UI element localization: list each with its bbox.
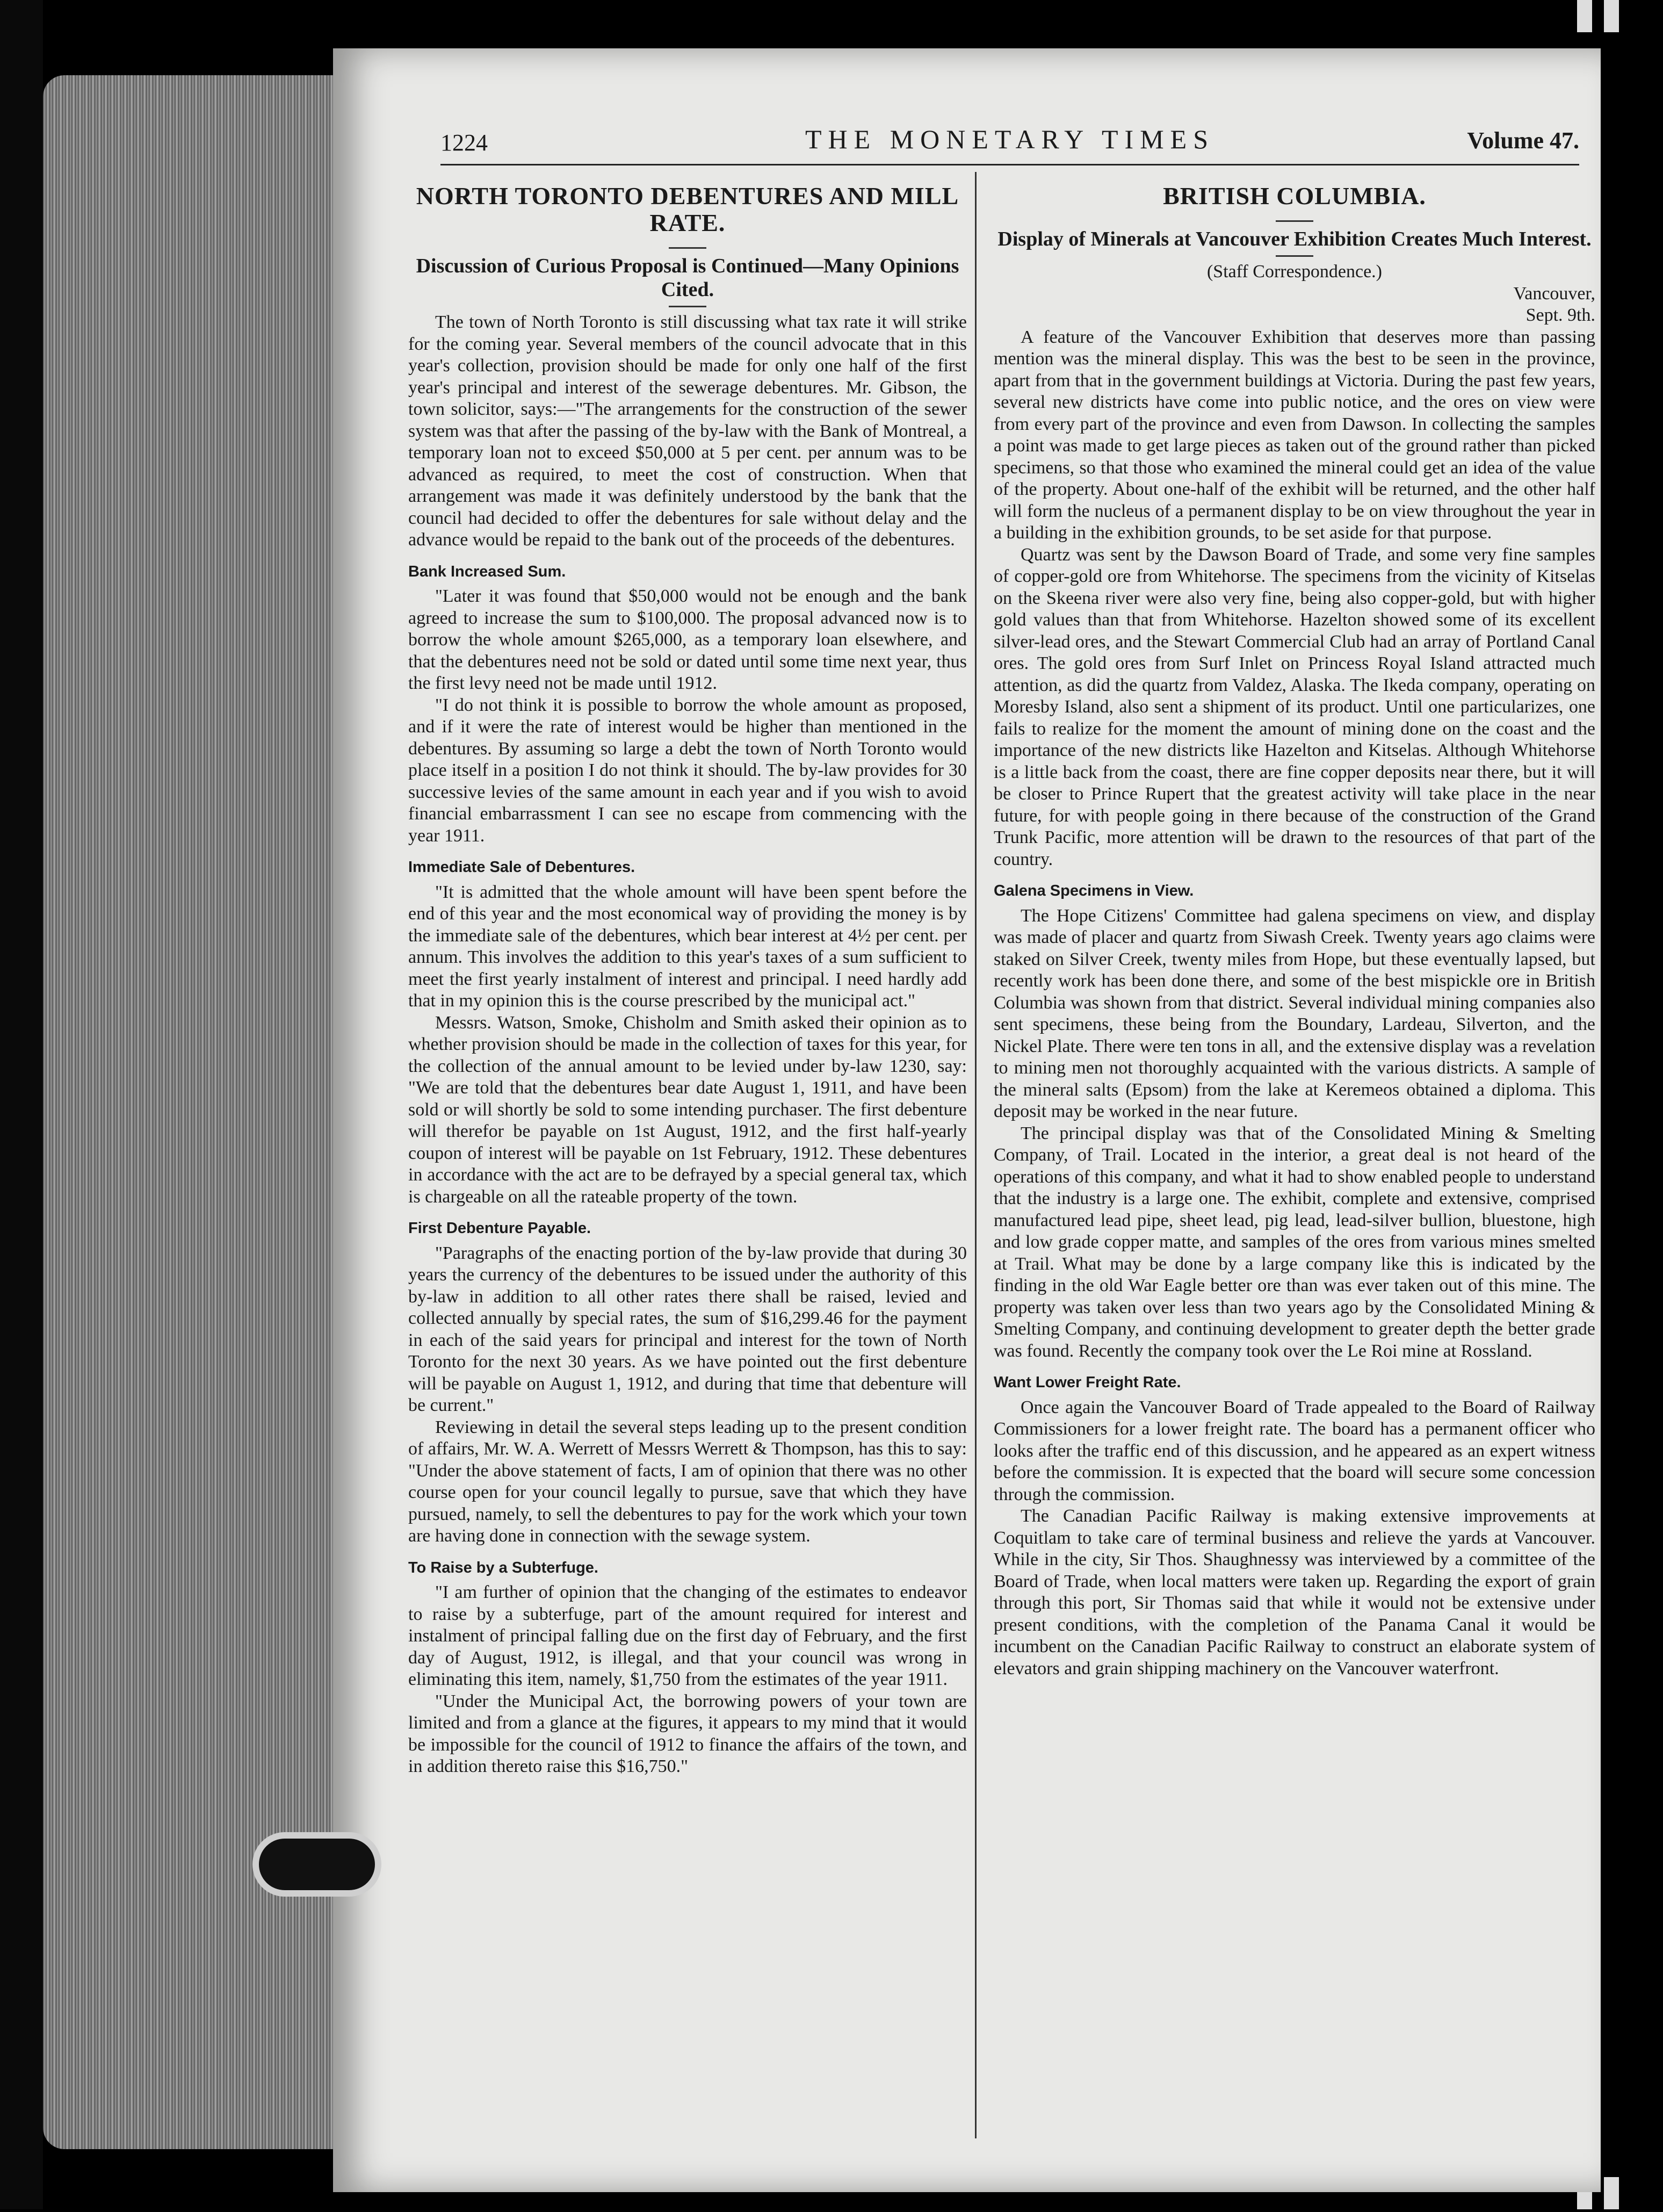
article-title: NORTH TORONTO DEBENTURES AND MILL RATE.: [416, 182, 959, 236]
left-column: [408, 177, 967, 1778]
divider: [1276, 255, 1313, 257]
paragraph: Once again the Vancouver Board of Trade appealed to the Board of Railway Commissioners for a lower freight rate. The board has a permanent officer who looks after the traffic end of this discussion, and he appeared as an expert witness before the commission. It is expected that the board will secure some concession through the commission.: [994, 1397, 1595, 1504]
right-column: [994, 177, 1595, 1680]
dateline-place: Vancouver,: [1513, 283, 1595, 304]
paragraph: "Under the Municipal Act, the borrowing powers of your town are limited and from a glance at the figures, it appears to my mind that it would be impossible for the council of 1912 to finance the affairs of the town, and in addition thereto raise this $16,750.": [408, 1691, 967, 1776]
article-subtitle: Discussion of Curious Proposal is Continued—Many Opinions Cited.: [416, 255, 959, 301]
running-header: [440, 124, 1579, 161]
paragraph: "Later it was found that $50,000 would not be enough and the bank agreed to increase the sum to $100,000. The proposal advanced now is to borrow the whole amount $265,000, as a temporary loan elsewhere, and that the debentures need not be sold or dated until some time next year, thus the first levy need not be made until 1912.: [408, 586, 967, 693]
page-number: 1224: [440, 129, 488, 156]
section-heading: Want Lower Freight Rate.: [994, 1374, 1181, 1391]
book-spine: [0, 0, 43, 2209]
section-heading: Immediate Sale of Debentures.: [408, 859, 635, 876]
divider: [1276, 220, 1313, 222]
section-heading: To Raise by a Subterfuge.: [408, 1559, 598, 1576]
paragraph: "Paragraphs of the enacting portion of the by-law provide that during 30 years the currency of the debentures to be issued under the authority of this by-law in addition to all other rates there shall be raised, levied and collected annually by special rates, the sum of $16,299.46 for the payment in each of the said years for principal and interest for the town of North Toronto for the next 30 years. As we have pointed out the first debenture will be payable on August 1, 1912, and during that time that debenture will be current.": [408, 1243, 967, 1415]
byline: (Staff Correspondence.): [1206, 262, 1383, 282]
section-heading: Bank Increased Sum.: [408, 563, 566, 580]
volume-label: Volume 47.: [1467, 127, 1579, 154]
publication-title: THE MONETARY TIMES: [805, 124, 1214, 154]
binder-clip: [252, 1832, 381, 1897]
divider: [669, 306, 706, 307]
section-heading: Galena Specimens in View.: [994, 882, 1194, 899]
dateline-date: Sept. 9th.: [1525, 305, 1595, 325]
paragraph: The Hope Citizens' Committee had galena specimens on view, and display was made of placer and quartz from Siwash Creek. Twenty years ago claims were staked on Silver Creek, twenty miles from Hope, but these eventually lapsed, but recently work has been done there, and some of the best mispickle ore in British Columbia was shown from that district. Several individual mining companies also sent specimens, these being from the Boundary, Lardeau, Silverton, and the Nickel Plate. There were ten tons in all, and the extensive display was a revelation to mining men not thoroughly acquainted with the various districts. A sample of the mineral salts (Epsom) from the lake at Keremeos obtained a diploma. This deposit may be worked in the near future.: [994, 905, 1595, 1121]
paragraph: "It is admitted that the whole amount will have been spent before the end of this year and the most economical way of providing the money is by the immediate sale of the debentures, which bear interest at 4½ per cent. per annum. This involves the addition to this year's taxes of a sum sufficient to meet the first yearly instalment of interest and principal. I need hardly add that in my opinion this is the course prescribed by the municipal act.": [408, 882, 967, 1011]
section-heading: First Debenture Payable.: [408, 1220, 591, 1237]
paragraph: The town of North Toronto is still discussing what tax rate it will strike for the coming year. Several members of the council advocate that in this year's collection, provision should be made for only one half of the first year's principal and interest of the sewerage debentures. Mr. Gibson, the town solicitor, says:—"The arrangements for the construction of the sewer system was that after the passing of the by-law with the Bank of Montreal, a temporary loan not to exceed $50,000 at 5 per cent. per annum was to be advanced as required, to meet the cost of construction. When that arrangement was made it was definitely understood by the bank that the council had decided to offer the debentures for sale without delay and the advance would be repaid to the bank out of the proceeds of the debentures.: [408, 312, 967, 550]
paragraph: Messrs. Watson, Smoke, Chisholm and Smith asked their opinion as to whether provision should be made in the collection of taxes for this year, for the collection of the annual amount to be levied under by-law 1230, say: "We are told that the debentures bear date August 1, 1911, and have been sold or will shortly be sold to some intending purchaser. The first debenture will therefor be payable on 1st August, 1912, and the first half-yearly coupon of interest will be payable on 1st February, 1912. These debentures in accordance with the act are to be defrayed by a special general tax, which is chargeable on all the rateable property of the town.: [408, 1012, 967, 1207]
paragraph: The principal display was that of the Consolidated Mining & Smelting Company, of Trail. Located in the interior, a great deal is not heard of the operations of this company, and what it had to show enabled people to understand that the industry is a large one. The exhibit, complete and extensive, comprised manufactured lead pipe, sheet lead, pig lead, lead-silver bullion, bluestone, high and low grade copper matte, and samples of the ores from various mines smelted at Trail. What may be done by a large company like this is indicated by the finding in the old War Eagle better ore than was ever taken out of this mine. The property was taken over less than two years ago by the Consolidated Mining & Smelting Company, and continuing development to greater depth the better grade was found. Recently the company took over the Le Roi mine at Rossland.: [994, 1123, 1595, 1361]
paragraph: The Canadian Pacific Railway is making extensive improvements at Coquitlam to take care of terminal business and relieve the yards at Vancouver. While in the city, Sir Thos. Shaughnessy was interviewed by a committee of the Board of Trade, when local matters were taken up. Regarding the export of grain through this port, Sir Thomas said that while it would not be extensive under present conditions, with the completion of the Panama Canal it would be incumbent on the Canadian Pacific Railway to construct an elaborate system of elevators and grain shipping machinery on the Vancouver waterfront.: [994, 1506, 1595, 1678]
header-rule: [440, 164, 1579, 165]
column-divider: [975, 172, 977, 2138]
paragraph: A feature of the Vancouver Exhibition that deserves more than passing mention was the mineral display. This was the best to be seen in the province, apart from that in the government buildings at Victoria. During the past few years, several new districts have come into public notice, and the ores on view were from every part of the province and even from Dawson. In collecting the samples a point was made to get large pieces as taken out of the ground rather than picked specimens, so that those who examined the mineral could get an idea of the value of the property. About one-half of the exhibit will be returned, and the other half will form the nucleus of a permanent display to be on view throughout the year in a building in the exhibition grounds, to be set aside for that purpose.: [994, 327, 1595, 543]
paragraph: Reviewing in detail the several steps leading up to the present condition of affairs, Mr. W. A. Werrett of Messrs Werrett & Thompson, has this to say: "Under the above statement of facts, I am of opinion that there was no other course open for your council legally to pursue, save that which they have pursued, namely, to sell the debentures to pay for the work which your town are having done in connection with the sewage system.: [408, 1417, 967, 1546]
divider: [669, 247, 706, 249]
film-marks-top: [1577, 0, 1642, 32]
paragraph: Quartz was sent by the Dawson Board of Trade, and some very fine samples of copper-gold ore from Whitehorse. The specimens from the vicinity of Kitselas on the Skeena river were also very fine, being also copper-gold, but with higher gold values than that from Whitehorse. Hazelton showed some of its excellent silver-lead ores, and the Stewart Commercial Club had an array of Portland Canal ores. The gold ores from Surf Inlet on Princess Royal Island attracted much attention, as did the quartz from Valdez, Alaska. The Ikeda company, operating on Moresby Island, also sent a shipment of its product. Until one particularizes, one fails to realize for the moment the amount of mining done on the coast and the importance of the new districts like Hazelton and Kitselas. Although Whitehorse is a little back from the coast, there are fine copper deposits near there, but it will be closer to Prince Rupert that the greatest activity will take place in the near future, for with people going in there because of the construction of the Grand Trunk Pacific, more attention will be drawn to the resources of that part of the country.: [994, 544, 1595, 869]
paragraph: "I do not think it is possible to borrow the whole amount as proposed, and if it were the rate of interest would be higher than mentioned in the debentures. By assuming so large a debt the town of North Toronto would place itself in a position I do not think it should. The by-law provides for 30 successive levies of the same amount in each year and if you wish to avoid financial embarrassment I can see no escape from commencing with the year 1911.: [408, 695, 967, 846]
article-subtitle: Display of Minerals at Vancouver Exhibition Creates Much Interest.: [997, 228, 1592, 250]
newspaper-page: [333, 48, 1601, 2192]
paragraph: "I am further of opinion that the changing of the estimates to endeavor to raise by a subterfuge, part of the amount required for interest and instalment of principal falling due on the first day of February, and the first day of August, 1912, is illegal, and that your council was wrong in eliminating this item, namely, $1,750 from the estimates of the year 1911.: [408, 1582, 967, 1689]
article-title: BRITISH COLUMBIA.: [1163, 182, 1426, 210]
